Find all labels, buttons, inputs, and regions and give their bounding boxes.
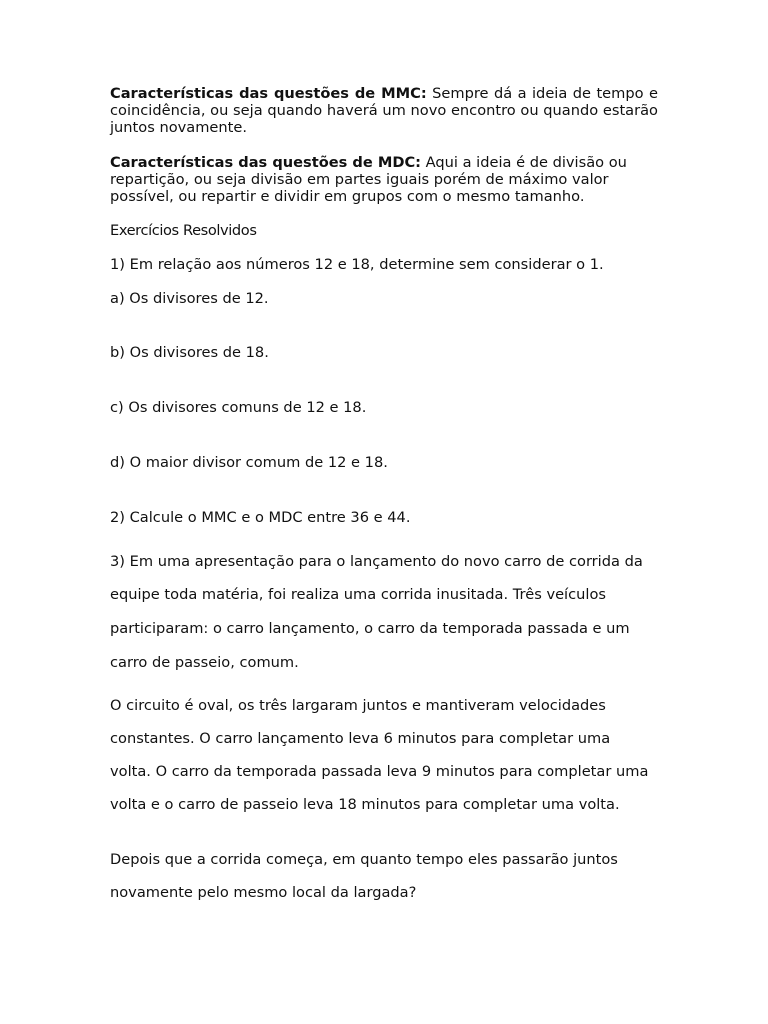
question-3-line: 3) Em uma apresentação para o lançamento do novo carro de corrida da bbox=[110, 553, 643, 570]
question-1-item-d: d) O maior divisor comum de 12 e 18. bbox=[110, 454, 388, 471]
question-3-final-line: novamente pelo mesmo local da largada? bbox=[110, 884, 417, 901]
question-3-circuit-line: volta. O carro da temporada passada leva 9 minutos para completar uma bbox=[110, 763, 649, 780]
mdc-heading: Características das questões de MDC: bbox=[110, 154, 422, 171]
question-1-prompt: 1) Em relação aos números 12 e 18, determine sem considerar o 1. bbox=[110, 256, 604, 273]
question-3-circuit-line: volta e o carro de passeio leva 18 minutos para completar uma volta. bbox=[110, 796, 620, 813]
mmc-paragraph bbox=[110, 85, 658, 136]
question-2: 2) Calcule o MMC e o MDC entre 36 e 44. bbox=[110, 509, 411, 526]
question-3-line: carro de passeio, comum. bbox=[110, 654, 299, 671]
question-3-line: equipe toda matéria, foi realiza uma corrida inusitada. Três veículos bbox=[110, 586, 606, 603]
question-3-line: participaram: o carro lançamento, o carro da temporada passada e um bbox=[110, 620, 630, 637]
question-3-circuit-line: constantes. O carro lançamento leva 6 minutos para completar uma bbox=[110, 730, 611, 747]
mmc-heading: Características das questões de MMC: bbox=[110, 85, 427, 102]
question-3-final-line: Depois que a corrida começa, em quanto tempo eles passarão juntos bbox=[110, 851, 618, 868]
mdc-paragraph bbox=[110, 154, 658, 205]
mdc-text: Aqui a ideia é de divisão ou repartição, ou seja divisão em partes iguais porém de máximo valor possível, ou repartir e dividir em grupos com o mesmo tamanho. bbox=[110, 154, 627, 205]
question-1-item-c: c) Os divisores comuns de 12 e 18. bbox=[110, 399, 367, 416]
question-3-circuit-line: O circuito é oval, os três largaram juntos e mantiveram velocidades bbox=[110, 697, 606, 714]
mmc-text: Sempre dá a ideia de tempo e coincidência, ou seja quando haverá um novo encontro ou quando estarão juntos novamente. bbox=[110, 85, 658, 136]
question-1-item-b: b) Os divisores de 18. bbox=[110, 344, 269, 361]
section-title: Exercícios Resolvidos bbox=[110, 222, 257, 239]
question-1-item-a: a) Os divisores de 12. bbox=[110, 290, 269, 307]
